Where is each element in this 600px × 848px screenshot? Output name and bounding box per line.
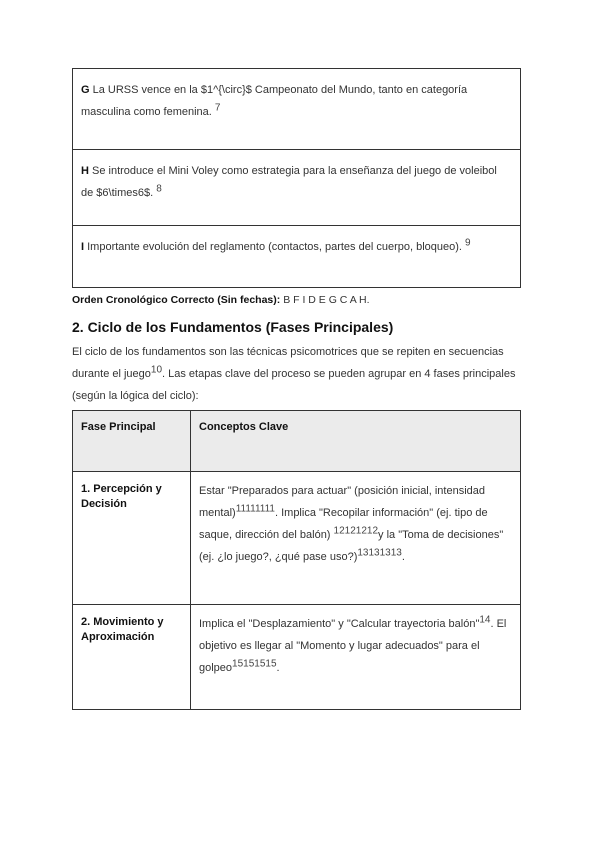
history-events-table	[72, 68, 521, 288]
concept-cell	[191, 605, 521, 710]
concept-text: . El objetivo es llegar al "Momento y lugar adecuados" para el golpeo	[199, 618, 507, 674]
event-text: Se introduce el Mini Voley como estrategia para la enseñanza del juego de voleibol de $6\times6$.	[81, 165, 497, 199]
footnote-ref[interactable]: 11111111	[235, 503, 275, 515]
order-label: Orden Cronológico Correcto (Sin fechas):	[72, 294, 281, 306]
phase-cell	[73, 605, 191, 710]
phase-name: 1. Percepción y Decisión	[81, 483, 162, 510]
column-header-concepts: Conceptos Clave	[191, 411, 521, 472]
phases-table	[72, 410, 521, 710]
footnote-ref[interactable]: 14	[479, 614, 491, 626]
phase-name: 2. Movimiento y Aproximación	[81, 616, 164, 643]
order-value: B F I D E G C A H.	[283, 294, 370, 306]
table-header-row	[73, 411, 521, 472]
concept-text: . Implica "Recopilar información" (ej. tipo de saque, dirección del balón)	[199, 507, 488, 541]
section-heading: 2. Ciclo de los Fundamentos (Fases Principales)	[72, 319, 394, 335]
event-letter: G	[81, 84, 90, 96]
footnote-ref[interactable]: 7	[214, 102, 221, 114]
event-letter: I	[81, 241, 85, 253]
event-cell	[73, 69, 521, 150]
footnote-ref[interactable]: 9	[465, 237, 471, 249]
intro-text-a: El ciclo de los fundamentos son las técnicas psicomotrices que se repiten en secuencias durante el juego	[72, 346, 504, 380]
table-row	[73, 605, 521, 710]
concept-text: .	[276, 662, 280, 674]
table-row	[73, 69, 521, 150]
footnote-ref[interactable]: 12121212	[333, 525, 379, 537]
table-row	[73, 472, 521, 605]
concept-text: Estar "Preparados para actuar" (posición inicial, intensidad mental)	[199, 485, 486, 519]
column-header-phase: Fase Principal	[73, 411, 191, 472]
intro-paragraph	[72, 341, 522, 407]
intro-text-b: . Las etapas clave del proceso se pueden agrupar en 4 fases principales (según la lógica del ciclo):	[72, 368, 516, 402]
concept-cell	[191, 472, 521, 605]
table-row	[73, 226, 521, 288]
event-letter: H	[81, 165, 89, 177]
event-text: La URSS vence en la $1^{\circ}$ Campeonato del Mundo, tanto en categoría masculina como femenina.	[81, 84, 468, 118]
concept-text: .	[401, 551, 405, 563]
footnote-ref[interactable]: 8	[156, 183, 162, 195]
phase-cell	[73, 472, 191, 605]
event-cell	[73, 150, 521, 226]
footnote-ref[interactable]: 13131313	[357, 547, 402, 559]
footnote-ref[interactable]: 10	[150, 364, 163, 376]
event-text: Importante evolución del reglamento (contactos, partes del cuerpo, bloqueo).	[87, 241, 462, 253]
table-row	[73, 150, 521, 226]
event-cell	[73, 226, 521, 288]
footnote-ref[interactable]: 15151515	[232, 658, 277, 670]
concept-text: y la "Toma de decisiones" (ej. ¿lo juego?, ¿qué pase uso?)	[199, 529, 504, 563]
concept-text: Implica el "Desplazamiento" y "Calcular trayectoria balón"	[199, 618, 480, 630]
chronological-order	[72, 292, 532, 308]
